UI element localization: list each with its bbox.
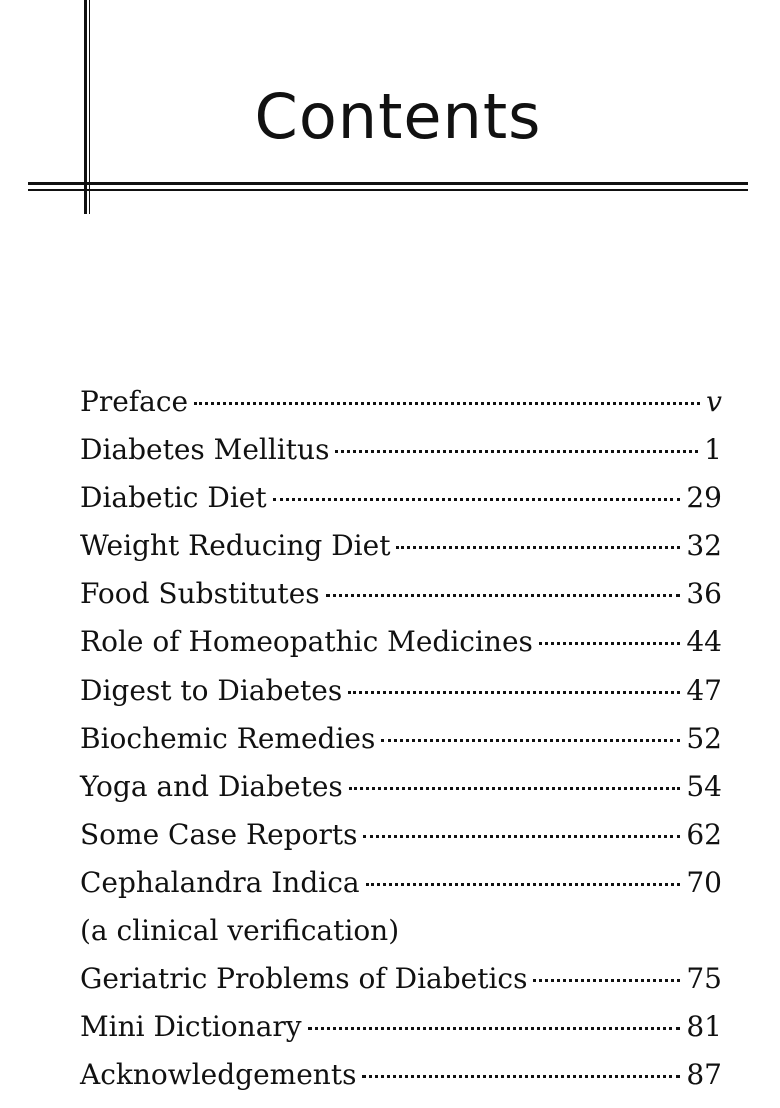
- toc-entry-title: Food Substitutes: [80, 577, 320, 611]
- toc-entry-title: Digest to Diabetes: [80, 673, 343, 707]
- dot-leader: [273, 490, 681, 501]
- toc-entry-page: 36: [686, 577, 722, 611]
- toc-entry: [80, 522, 722, 570]
- toc-entry-subtitle: [80, 907, 722, 955]
- toc-entry-page: 62: [686, 817, 722, 851]
- toc-entry-title: Diabetes Mellitus: [80, 433, 330, 467]
- toc-entry: [80, 426, 722, 474]
- toc-entry-title: Weight Reducing Diet: [80, 529, 391, 563]
- toc-entry: [80, 955, 722, 1003]
- toc-entry: [80, 859, 722, 907]
- dot-leader: [326, 586, 681, 597]
- toc-entry: [80, 1003, 722, 1051]
- dot-leader: [335, 442, 698, 453]
- horizontal-rule-thin: [28, 189, 748, 191]
- toc-entry-page: 1: [704, 433, 722, 467]
- toc-entry: [80, 715, 722, 763]
- toc-entry-page: 70: [686, 865, 722, 899]
- horizontal-rule-thick: [28, 182, 748, 185]
- toc-entry-page: 32: [686, 529, 722, 563]
- dot-leader: [308, 1019, 681, 1030]
- toc-entry: [80, 474, 722, 522]
- toc-entry-page: 44: [686, 625, 722, 659]
- toc-entry-title: Mini Dictionary: [80, 1010, 302, 1044]
- toc-entry-page: v: [706, 385, 722, 418]
- toc-entry: [80, 763, 722, 811]
- toc-entry-title: Geriatric Problems of Diabetics: [80, 962, 528, 996]
- toc-entry-page: 29: [686, 481, 722, 515]
- toc-entry-title: Some Case Reports: [80, 817, 358, 851]
- toc-entry-title: Cephalandra Indica: [80, 865, 360, 899]
- dot-leader: [194, 394, 700, 405]
- toc-entry-page: 75: [686, 962, 722, 996]
- toc-entry-title: Diabetic Diet: [80, 481, 267, 515]
- toc-entry: [80, 811, 722, 859]
- dot-leader: [381, 731, 680, 742]
- toc-entry-title: Role of Homeopathic Medicines: [80, 625, 533, 659]
- toc-entry-page: 87: [686, 1058, 722, 1092]
- dot-leader: [539, 634, 680, 645]
- toc-entry: [80, 378, 722, 426]
- dot-leader: [348, 683, 680, 694]
- table-of-contents: [80, 378, 722, 1099]
- dot-leader: [533, 971, 680, 982]
- page-title: Contents: [254, 80, 542, 153]
- dot-leader: [362, 1067, 680, 1078]
- dot-leader: [366, 875, 681, 886]
- toc-entry: [80, 570, 722, 618]
- toc-entry-page: 52: [686, 721, 722, 755]
- toc-entry-title: Yoga and Diabetes: [80, 769, 343, 803]
- dot-leader: [396, 538, 680, 549]
- toc-entry: [80, 1051, 722, 1099]
- toc-entry-title: Acknowledgements: [80, 1058, 357, 1092]
- toc-entry-page: 54: [686, 769, 722, 803]
- toc-entry-page: 47: [686, 673, 722, 707]
- dot-leader: [363, 827, 680, 838]
- toc-entry-title: Preface: [80, 385, 189, 418]
- dot-leader: [349, 779, 681, 790]
- toc-entry: [80, 667, 722, 715]
- toc-entry-page: 81: [686, 1010, 722, 1044]
- toc-entry-title: Biochemic Remedies: [80, 721, 376, 755]
- toc-entry: [80, 618, 722, 666]
- toc-entry-title: (a clinical verification): [80, 914, 400, 948]
